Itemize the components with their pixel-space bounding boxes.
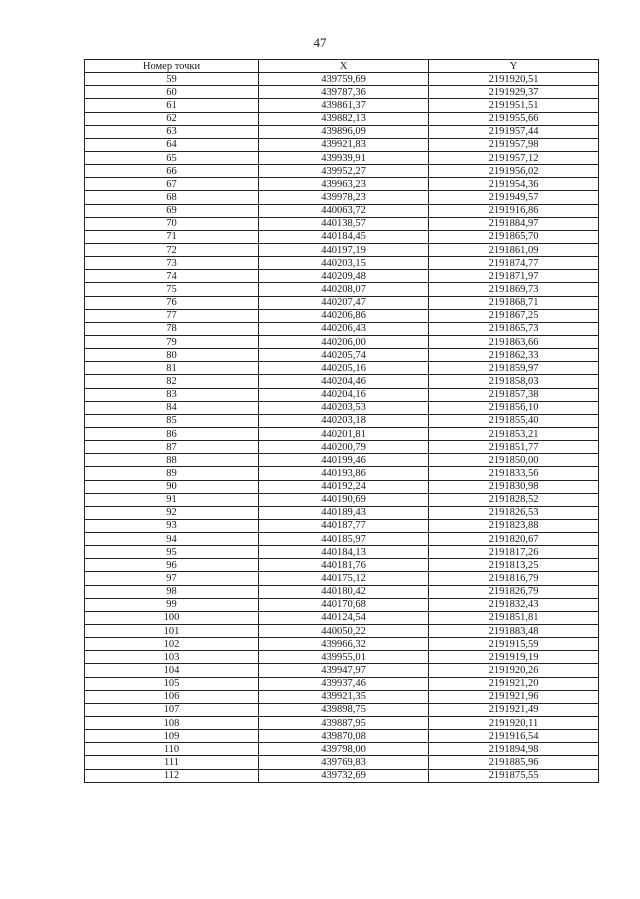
table-row: [85, 441, 599, 454]
table-row: [85, 414, 599, 427]
table-row: [85, 454, 599, 467]
cell-x: 440192,24: [259, 480, 429, 493]
table-row: [85, 165, 599, 178]
cell-y: 2191851,81: [429, 611, 599, 624]
cell-x: 440124,54: [259, 611, 429, 624]
cell-point-number: 65: [85, 151, 259, 164]
page-number: 47: [313, 35, 327, 50]
cell-point-number: 99: [85, 598, 259, 611]
cell-y: 2191955,66: [429, 112, 599, 125]
cell-y: 2191894,98: [429, 743, 599, 756]
cell-x: 439896,09: [259, 125, 429, 138]
table-row: [85, 230, 599, 243]
table-row: [85, 362, 599, 375]
table-row: [85, 690, 599, 703]
cell-point-number: 87: [85, 441, 259, 454]
table-row: [85, 717, 599, 730]
table-row: [85, 125, 599, 138]
table-row: [85, 519, 599, 532]
cell-y: 2191920,11: [429, 717, 599, 730]
cell-y: 2191874,77: [429, 257, 599, 270]
cell-x: 440209,48: [259, 270, 429, 283]
table-row: [85, 651, 599, 664]
cell-x: 440170,68: [259, 598, 429, 611]
cell-point-number: 102: [85, 638, 259, 651]
cell-point-number: 112: [85, 769, 259, 782]
cell-point-number: 76: [85, 296, 259, 309]
table-row: [85, 375, 599, 388]
cell-point-number: 98: [85, 585, 259, 598]
table-row: [85, 243, 599, 256]
table-row: [85, 769, 599, 782]
cell-y: 2191871,97: [429, 270, 599, 283]
cell-x: 440187,77: [259, 519, 429, 532]
cell-x: 439887,95: [259, 717, 429, 730]
cell-point-number: 74: [85, 270, 259, 283]
table-row: [85, 204, 599, 217]
cell-point-number: 82: [85, 375, 259, 388]
cell-point-number: 71: [85, 230, 259, 243]
cell-y: 2191921,96: [429, 690, 599, 703]
cell-y: 2191916,54: [429, 730, 599, 743]
cell-x: 440138,57: [259, 217, 429, 230]
cell-point-number: 78: [85, 322, 259, 335]
cell-point-number: 111: [85, 756, 259, 769]
table-row: [85, 427, 599, 440]
cell-x: 440208,07: [259, 283, 429, 296]
cell-y: 2191884,97: [429, 217, 599, 230]
table-row: [85, 703, 599, 716]
table-row: [85, 322, 599, 335]
cell-x: 440204,46: [259, 375, 429, 388]
table-row: [85, 638, 599, 651]
table-row: [85, 585, 599, 598]
cell-point-number: 77: [85, 309, 259, 322]
cell-x: 440189,43: [259, 506, 429, 519]
cell-point-number: 69: [85, 204, 259, 217]
table-row: [85, 559, 599, 572]
cell-y: 2191850,00: [429, 454, 599, 467]
table-row: [85, 257, 599, 270]
cell-y: 2191915,59: [429, 638, 599, 651]
table-row: [85, 296, 599, 309]
cell-y: 2191885,96: [429, 756, 599, 769]
header-y: Y: [429, 60, 599, 73]
cell-y: 2191853,21: [429, 427, 599, 440]
cell-x: 440204,16: [259, 388, 429, 401]
cell-point-number: 59: [85, 73, 259, 86]
cell-x: 440203,53: [259, 401, 429, 414]
cell-y: 2191869,73: [429, 283, 599, 296]
cell-x: 439870,08: [259, 730, 429, 743]
cell-y: 2191816,79: [429, 572, 599, 585]
cell-point-number: 63: [85, 125, 259, 138]
cell-x: 440197,19: [259, 243, 429, 256]
cell-x: 439963,23: [259, 178, 429, 191]
table-row: [85, 467, 599, 480]
cell-x: 439921,83: [259, 138, 429, 151]
table-row: [85, 664, 599, 677]
table-row: [85, 283, 599, 296]
cell-point-number: 97: [85, 572, 259, 585]
cell-x: 439939,91: [259, 151, 429, 164]
header-point-number: Номер точки: [85, 60, 259, 73]
table-row: [85, 611, 599, 624]
cell-x: 439769,83: [259, 756, 429, 769]
cell-point-number: 107: [85, 703, 259, 716]
cell-y: 2191916,86: [429, 204, 599, 217]
cell-x: 439955,01: [259, 651, 429, 664]
cell-y: 2191863,66: [429, 335, 599, 348]
cell-point-number: 73: [85, 257, 259, 270]
cell-y: 2191826,53: [429, 506, 599, 519]
cell-y: 2191851,77: [429, 441, 599, 454]
table-row: [85, 349, 599, 362]
cell-point-number: 61: [85, 99, 259, 112]
table-row: [85, 743, 599, 756]
cell-y: 2191921,49: [429, 703, 599, 716]
coordinates-table: [84, 59, 599, 783]
cell-y: 2191919,19: [429, 651, 599, 664]
cell-y: 2191920,51: [429, 73, 599, 86]
cell-point-number: 60: [85, 86, 259, 99]
table-row: [85, 401, 599, 414]
cell-y: 2191929,37: [429, 86, 599, 99]
table-row: [85, 217, 599, 230]
table-row: [85, 335, 599, 348]
cell-point-number: 68: [85, 191, 259, 204]
table-row: [85, 546, 599, 559]
cell-point-number: 81: [85, 362, 259, 375]
table-row: [85, 533, 599, 546]
cell-y: 2191867,25: [429, 309, 599, 322]
cell-point-number: 108: [85, 717, 259, 730]
table-row: [85, 112, 599, 125]
cell-x: 439947,97: [259, 664, 429, 677]
cell-y: 2191951,51: [429, 99, 599, 112]
cell-point-number: 88: [85, 454, 259, 467]
cell-y: 2191862,33: [429, 349, 599, 362]
table-header-row: [85, 60, 599, 73]
cell-point-number: 101: [85, 625, 259, 638]
table-row: [85, 480, 599, 493]
cell-y: 2191859,97: [429, 362, 599, 375]
cell-y: 2191865,73: [429, 322, 599, 335]
table-row: [85, 572, 599, 585]
cell-x: 440201,81: [259, 427, 429, 440]
cell-y: 2191957,12: [429, 151, 599, 164]
cell-point-number: 70: [85, 217, 259, 230]
cell-y: 2191828,52: [429, 493, 599, 506]
cell-point-number: 89: [85, 467, 259, 480]
table-row: [85, 730, 599, 743]
cell-point-number: 80: [85, 349, 259, 362]
cell-x: 439882,13: [259, 112, 429, 125]
cell-y: 2191830,98: [429, 480, 599, 493]
cell-point-number: 64: [85, 138, 259, 151]
cell-x: 440206,00: [259, 335, 429, 348]
cell-x: 440050,22: [259, 625, 429, 638]
cell-y: 2191855,40: [429, 414, 599, 427]
table-row: [85, 625, 599, 638]
cell-y: 2191826,79: [429, 585, 599, 598]
cell-point-number: 95: [85, 546, 259, 559]
cell-point-number: 67: [85, 178, 259, 191]
table-row: [85, 506, 599, 519]
cell-point-number: 110: [85, 743, 259, 756]
cell-point-number: 90: [85, 480, 259, 493]
cell-y: 2191856,10: [429, 401, 599, 414]
cell-point-number: 105: [85, 677, 259, 690]
cell-x: 439921,35: [259, 690, 429, 703]
cell-point-number: 91: [85, 493, 259, 506]
cell-y: 2191865,70: [429, 230, 599, 243]
cell-x: 440207,47: [259, 296, 429, 309]
cell-point-number: 104: [85, 664, 259, 677]
table-row: [85, 178, 599, 191]
cell-y: 2191858,03: [429, 375, 599, 388]
cell-y: 2191857,38: [429, 388, 599, 401]
cell-x: 439937,46: [259, 677, 429, 690]
cell-x: 439966,32: [259, 638, 429, 651]
cell-x: 439952,27: [259, 165, 429, 178]
cell-x: 439787,36: [259, 86, 429, 99]
cell-x: 440180,42: [259, 585, 429, 598]
cell-y: 2191820,67: [429, 533, 599, 546]
cell-y: 2191813,25: [429, 559, 599, 572]
cell-x: 440184,45: [259, 230, 429, 243]
cell-point-number: 75: [85, 283, 259, 296]
cell-x: 440063,72: [259, 204, 429, 217]
cell-y: 2191921,20: [429, 677, 599, 690]
cell-point-number: 66: [85, 165, 259, 178]
cell-point-number: 79: [85, 335, 259, 348]
cell-y: 2191920,26: [429, 664, 599, 677]
cell-point-number: 86: [85, 427, 259, 440]
cell-x: 440206,86: [259, 309, 429, 322]
cell-point-number: 83: [85, 388, 259, 401]
cell-x: 439732,69: [259, 769, 429, 782]
table-row: [85, 756, 599, 769]
cell-x: 440203,18: [259, 414, 429, 427]
cell-y: 2191954,36: [429, 178, 599, 191]
cell-x: 439898,75: [259, 703, 429, 716]
cell-x: 440175,12: [259, 572, 429, 585]
cell-y: 2191956,02: [429, 165, 599, 178]
table-row: [85, 86, 599, 99]
table-row: [85, 309, 599, 322]
table-body: [85, 73, 599, 783]
cell-x: 439759,69: [259, 73, 429, 86]
cell-y: 2191868,71: [429, 296, 599, 309]
table-row: [85, 388, 599, 401]
cell-point-number: 93: [85, 519, 259, 532]
cell-x: 440206,43: [259, 322, 429, 335]
cell-point-number: 103: [85, 651, 259, 664]
cell-point-number: 96: [85, 559, 259, 572]
cell-x: 440185,97: [259, 533, 429, 546]
table-row: [85, 191, 599, 204]
cell-y: 2191875,55: [429, 769, 599, 782]
cell-y: 2191832,43: [429, 598, 599, 611]
table-row: [85, 270, 599, 283]
cell-y: 2191957,44: [429, 125, 599, 138]
cell-x: 440199,46: [259, 454, 429, 467]
table-row: [85, 677, 599, 690]
cell-y: 2191949,57: [429, 191, 599, 204]
cell-point-number: 62: [85, 112, 259, 125]
cell-point-number: 92: [85, 506, 259, 519]
cell-x: 440205,74: [259, 349, 429, 362]
cell-point-number: 106: [85, 690, 259, 703]
cell-x: 440181,76: [259, 559, 429, 572]
cell-x: 440184,13: [259, 546, 429, 559]
cell-y: 2191861,09: [429, 243, 599, 256]
cell-x: 440193,86: [259, 467, 429, 480]
cell-x: 439861,37: [259, 99, 429, 112]
table-row: [85, 99, 599, 112]
cell-point-number: 94: [85, 533, 259, 546]
cell-point-number: 84: [85, 401, 259, 414]
cell-x: 440203,15: [259, 257, 429, 270]
cell-point-number: 72: [85, 243, 259, 256]
header-x: X: [259, 60, 429, 73]
cell-point-number: 85: [85, 414, 259, 427]
cell-x: 440190,69: [259, 493, 429, 506]
table-row: [85, 493, 599, 506]
cell-point-number: 100: [85, 611, 259, 624]
cell-point-number: 109: [85, 730, 259, 743]
table-row: [85, 73, 599, 86]
cell-x: 440205,16: [259, 362, 429, 375]
cell-y: 2191957,98: [429, 138, 599, 151]
cell-y: 2191817,26: [429, 546, 599, 559]
cell-x: 439978,23: [259, 191, 429, 204]
table-row: [85, 598, 599, 611]
table-row: [85, 151, 599, 164]
cell-y: 2191823,88: [429, 519, 599, 532]
cell-x: 440200,79: [259, 441, 429, 454]
table-row: [85, 138, 599, 151]
cell-y: 2191883,48: [429, 625, 599, 638]
cell-x: 439798,00: [259, 743, 429, 756]
cell-y: 2191833,56: [429, 467, 599, 480]
